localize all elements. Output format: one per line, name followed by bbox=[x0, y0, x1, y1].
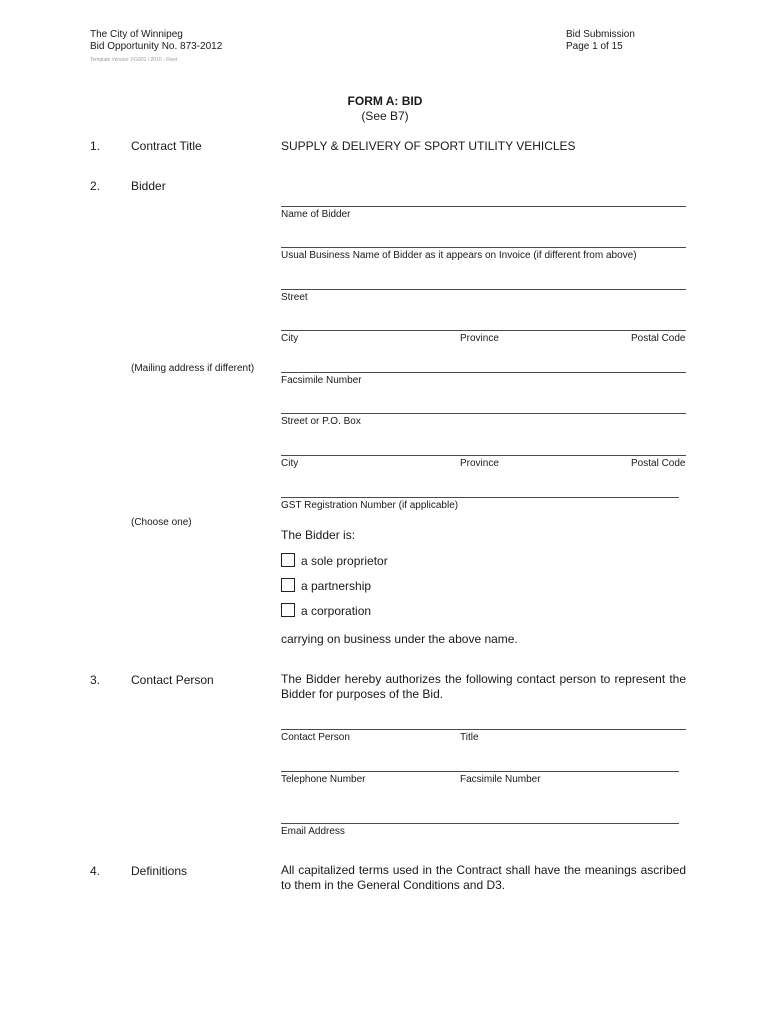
partnership-checkbox[interactable] bbox=[281, 578, 295, 592]
contact-facsimile-label: Facsimile Number bbox=[460, 774, 541, 785]
email-label: Email Address bbox=[281, 826, 345, 837]
section3-label: Contact Person bbox=[131, 673, 214, 687]
definitions-paragraph: All capitalized terms used in the Contract shall have the meanings ascribed to them in the General Conditions and D3. bbox=[281, 863, 686, 892]
corporation-label: a corporation bbox=[301, 604, 372, 618]
contact-person-title-line[interactable] bbox=[281, 729, 686, 730]
name-of-bidder-line[interactable] bbox=[281, 206, 686, 207]
mailing-city-label: City bbox=[281, 458, 299, 469]
corporation-checkbox[interactable] bbox=[281, 603, 295, 617]
name-of-bidder-label: Name of Bidder bbox=[281, 209, 351, 220]
mailing-city-province-postal-line[interactable] bbox=[281, 455, 686, 456]
gst-label: GST Registration Number (if applicable) bbox=[281, 500, 459, 511]
province-label: Province bbox=[460, 333, 499, 344]
facsimile-label: Facsimile Number bbox=[281, 375, 362, 386]
header-page-number: Page 1 of 15 bbox=[566, 41, 623, 52]
header-bid-opportunity: Bid Opportunity No. 873-2012 bbox=[90, 41, 223, 52]
business-name-label: Usual Business Name of Bidder as it appears on Invoice (if different from above) bbox=[281, 250, 637, 261]
contract-title-value: SUPPLY & DELIVERY OF SPORT UTILITY VEHICLES bbox=[281, 139, 576, 153]
section2-number: 2. bbox=[90, 179, 101, 193]
section2-label: Bidder bbox=[131, 179, 166, 193]
street-label: Street bbox=[281, 292, 308, 303]
telephone-label: Telephone Number bbox=[281, 774, 366, 785]
form-subtitle: (See B7) bbox=[361, 109, 409, 123]
choose-one-note: (Choose one) bbox=[131, 517, 192, 528]
template-version-note: Template Version: FG001 / 2010 - Fleet bbox=[90, 57, 178, 63]
bidder-is-label: The Bidder is: bbox=[281, 528, 356, 542]
street-po-box-line[interactable] bbox=[281, 413, 686, 414]
mailing-province-label: Province bbox=[460, 458, 499, 469]
contact-title-label: Title bbox=[460, 732, 479, 743]
street-po-box-label: Street or P.O. Box bbox=[281, 416, 361, 427]
section1-number: 1. bbox=[90, 139, 101, 153]
header-bid-submission: Bid Submission bbox=[566, 29, 635, 40]
business-name-line[interactable] bbox=[281, 247, 686, 248]
sole-proprietor-checkbox[interactable] bbox=[281, 553, 295, 567]
header-city: The City of Winnipeg bbox=[90, 29, 183, 40]
mailing-postal-code-label: Postal Code bbox=[631, 458, 686, 469]
sole-proprietor-label: a sole proprietor bbox=[301, 554, 388, 568]
partnership-label: a partnership bbox=[301, 579, 372, 593]
telephone-facsimile-line[interactable] bbox=[281, 771, 679, 772]
section1-label: Contract Title bbox=[131, 139, 202, 153]
contact-authorization-paragraph: The Bidder hereby authorizes the following contact person to represent the Bidder for purposes of the Bid. bbox=[281, 672, 686, 701]
facsimile-line[interactable] bbox=[281, 372, 686, 373]
mailing-address-note: (Mailing address if different) bbox=[131, 363, 255, 374]
street-line[interactable] bbox=[281, 289, 686, 290]
section3-number: 3. bbox=[90, 673, 101, 687]
city-province-postal-line[interactable] bbox=[281, 330, 686, 331]
section4-label: Definitions bbox=[131, 864, 188, 878]
contact-person-label: Contact Person bbox=[281, 732, 350, 743]
form-title: FORM A: BID bbox=[347, 94, 423, 108]
postal-code-label: Postal Code bbox=[631, 333, 686, 344]
city-label: City bbox=[281, 333, 299, 344]
gst-line[interactable] bbox=[281, 497, 679, 498]
carrying-on-business-text: carrying on business under the above name. bbox=[281, 632, 518, 646]
email-line[interactable] bbox=[281, 823, 679, 824]
section4-number: 4. bbox=[90, 864, 101, 878]
